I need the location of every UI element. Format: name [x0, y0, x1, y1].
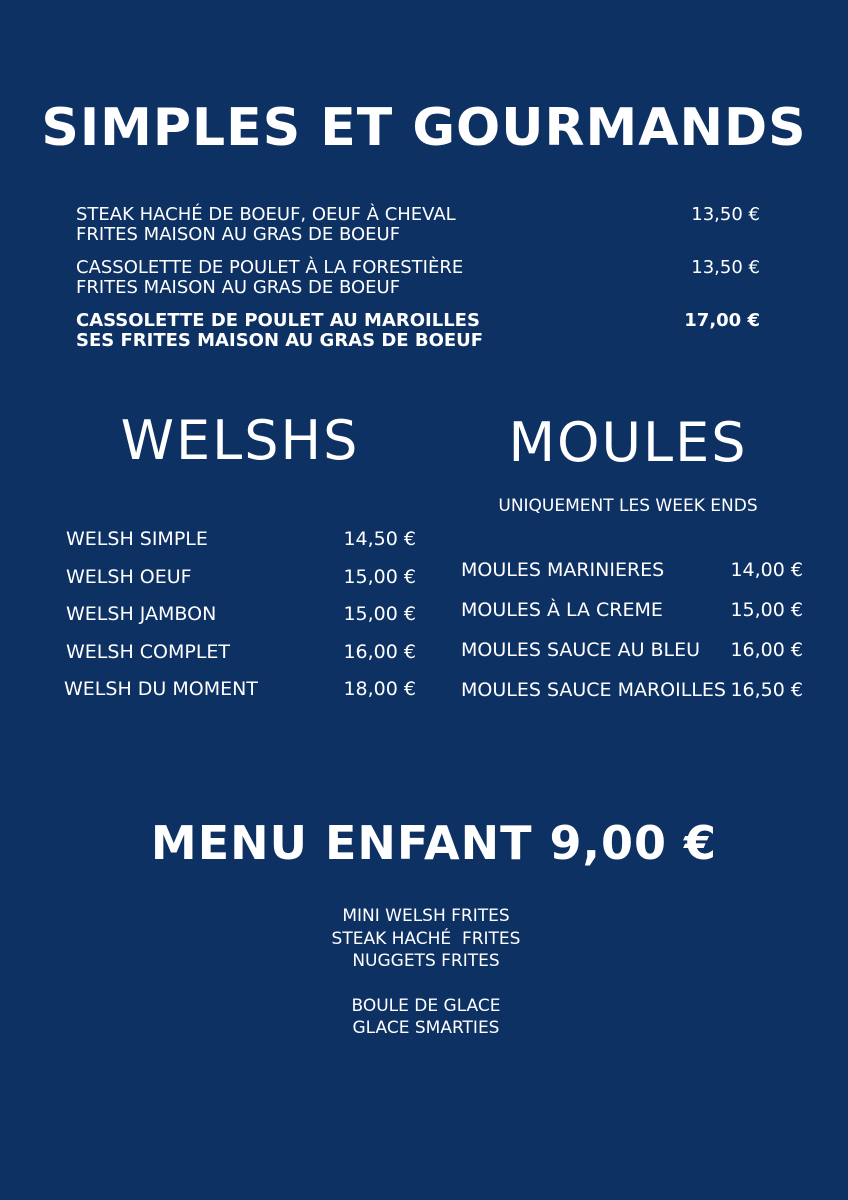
item-name: CASSOLETTE DE POULET AU MAROILLES — [76, 310, 480, 331]
welsh-item-label: WELSH COMPLET — [66, 641, 231, 663]
moules-item-label: MOULES À LA CREME — [461, 599, 663, 621]
moules-item-price: 16,50 € — [730, 679, 803, 701]
kids-menu-item: MINI WELSH FRITES — [342, 906, 510, 926]
moules-item-price: 14,00 € — [730, 559, 803, 581]
menu-item — [76, 311, 483, 351]
moules-item-price: 16,00 € — [730, 639, 803, 661]
item-price: 13,50 € — [691, 257, 760, 278]
item-price: 17,00 € — [684, 310, 760, 331]
item-name: CASSOLETTE DE POULET À LA FORESTIÈRE — [76, 257, 464, 278]
moules-item-label: MOULES MARINIERES — [461, 559, 665, 581]
welsh-item-label: WELSH JAMBON — [66, 603, 217, 625]
menu-item — [76, 205, 456, 245]
welsh-item-price: 16,00 € — [343, 641, 416, 663]
welsh-item-label: WELSH DU MOMENT — [64, 678, 258, 700]
kids-dessert-item: BOULE DE GLACE — [351, 995, 501, 1016]
welsh-item-price: 15,00 € — [343, 566, 416, 588]
moules-item-label: MOULES SAUCE MAROILLES — [461, 679, 726, 701]
item-description: FRITES MAISON AU GRAS DE BOEUF — [76, 224, 401, 245]
welsh-item-price: 14,50 € — [343, 528, 416, 550]
section-title-moules: MOULES — [508, 411, 748, 474]
section-title-enfant: MENU ENFANT 9,00 € — [150, 816, 718, 870]
kids-dessert-item: GLACE SMARTIES — [352, 1018, 500, 1038]
welsh-item-price: 18,00 € — [343, 678, 416, 700]
moules-item-price: 15,00 € — [730, 599, 803, 621]
item-description: FRITES MAISON AU GRAS DE BOEUF — [76, 277, 401, 298]
kids-menu-item: NUGGETS FRITES — [352, 951, 500, 971]
welsh-item-price: 15,00 € — [343, 603, 416, 625]
welsh-item-label: WELSH SIMPLE — [66, 528, 208, 550]
item-name: STEAK HACHÉ DE BOEUF, OEUF À CHEVAL — [76, 204, 456, 225]
welsh-item-label: WELSH OEUF — [66, 566, 192, 588]
item-description: SES FRITES MAISON AU GRAS DE BOEUF — [76, 330, 484, 351]
moules-item-label: MOULES SAUCE AU BLEU — [461, 639, 701, 661]
menu-item — [76, 258, 463, 298]
section-title-welshs: WELSHS — [120, 409, 360, 472]
kids-menu-item: STEAK HACHÉ FRITES — [331, 928, 521, 949]
section-title-simples: SIMPLES ET GOURMANDS — [41, 98, 807, 158]
item-price: 13,50 € — [691, 204, 760, 225]
kids-menu-list — [0, 905, 848, 1040]
moules-subtitle: UNIQUEMENT LES WEEK ENDS — [498, 496, 758, 516]
